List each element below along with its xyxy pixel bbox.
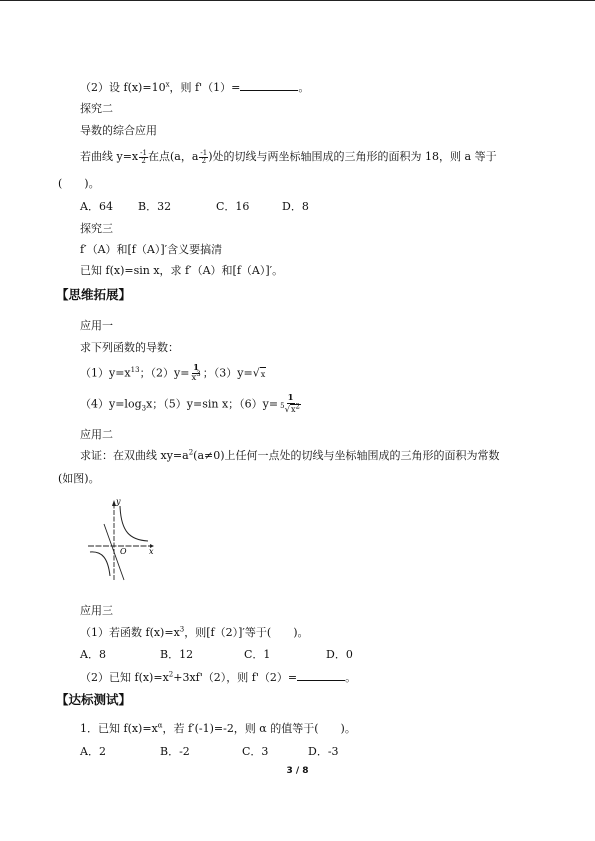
top-rule bbox=[0, 0, 595, 1]
choice-c[interactable]: C．3 bbox=[242, 745, 269, 758]
choice-d[interactable]: D．8 bbox=[282, 200, 309, 213]
hyperbola-figure bbox=[86, 496, 156, 582]
choice-c[interactable]: C．16 bbox=[216, 200, 250, 213]
explore-3-note: f′（A）和[f（A）]′含义要搞清 bbox=[80, 243, 223, 256]
fraction: $\frac{1}{x^3}$ bbox=[191, 363, 201, 383]
section-thinking-extension: 【思维拓展】 bbox=[56, 287, 132, 302]
fraction: $\frac{1}{^5√x^2}$ bbox=[280, 393, 300, 415]
exponent-fraction: $\frac{-1}{2}$ bbox=[200, 149, 208, 166]
apply-2-question: 求证：在双曲线 $xy=a^2(a\ne 0)$上任何一点处的切线与坐标轴围成的三角形的面积为常数 bbox=[80, 448, 500, 462]
section-target-test: 【达标测试】 bbox=[56, 692, 132, 707]
answer-blank[interactable] bbox=[297, 670, 345, 681]
choice-a[interactable]: A．2 bbox=[80, 745, 106, 758]
choice-b[interactable]: B．32 bbox=[138, 200, 172, 213]
explore-2-heading: 探究二 bbox=[80, 102, 113, 115]
exponent-fraction: $\frac{-1}{2}$ bbox=[140, 149, 147, 166]
choice-d[interactable]: D．-3 bbox=[308, 745, 339, 758]
answer-blank[interactable] bbox=[240, 80, 298, 91]
y-axis-label: y bbox=[116, 497, 121, 506]
apply-1-heading: 应用一 bbox=[80, 319, 113, 332]
apply-1-row-2: $(4)y=\log_3x$；（5）y=sin x；（6）y= $\frac{1}{^5√x^2}$ bbox=[80, 393, 300, 415]
apply-3-heading: 应用三 bbox=[80, 604, 113, 617]
apply-3-q2: （2）已知 $f(x)=x^2+3xf'(2)$，则 f'（2）= 。 bbox=[80, 670, 357, 684]
sqrt-symbol: √ bbox=[252, 366, 260, 380]
explore-2-question: 若曲线 y=x $\frac{-1}{2}$ 在点(a，a $\frac{-1}{2}$ )处的切线与两坐标轴围成的三角形的面积为 18，则 a 等于 bbox=[80, 149, 497, 166]
apply-1-row-1: $(1)y=x^{13}$；（2）y= $\frac{1}{x^3}$ ；（3）y=√x bbox=[80, 363, 266, 383]
choice-b[interactable]: B．-2 bbox=[160, 745, 190, 758]
sqrt-symbol: √ bbox=[284, 405, 290, 415]
explore-3-question: 已知 f(x)=sin x，求 f′（A）和[f（A）]′。 bbox=[80, 264, 284, 277]
explore-2-subtitle: 导数的综合应用 bbox=[80, 124, 157, 137]
choice-a[interactable]: A．64 bbox=[80, 200, 113, 213]
x-axis-label: x bbox=[149, 547, 154, 556]
choice-c[interactable]: C．1 bbox=[244, 648, 271, 661]
choice-d[interactable]: D．0 bbox=[326, 648, 353, 661]
apply-2-question-cont: (如图)。 bbox=[58, 472, 100, 485]
choice-b[interactable]: B．12 bbox=[160, 648, 194, 661]
apply-1-intro: 求下列函数的导数： bbox=[80, 341, 179, 354]
apply-3-q1: （1）若函数 $f(x)=x^3$，则[f（2）]′等于( )。 bbox=[80, 625, 309, 639]
problem-2: （2）设 $f(x)=10^x$，则 f'（1）= 。 bbox=[80, 80, 310, 94]
origin-label: O bbox=[120, 547, 127, 556]
test-q1: 1．已知 $f(x)=x^\alpha$，若 f′(-1)=-2，则 α 的值等于( )。 bbox=[80, 721, 356, 735]
apply-2-heading: 应用二 bbox=[80, 428, 113, 441]
explore-2-bracket: ( )。 bbox=[58, 177, 100, 190]
page-number: 3 / 8 bbox=[286, 766, 309, 776]
explore-3-heading: 探究三 bbox=[80, 222, 113, 235]
choice-a[interactable]: A．8 bbox=[80, 648, 106, 661]
